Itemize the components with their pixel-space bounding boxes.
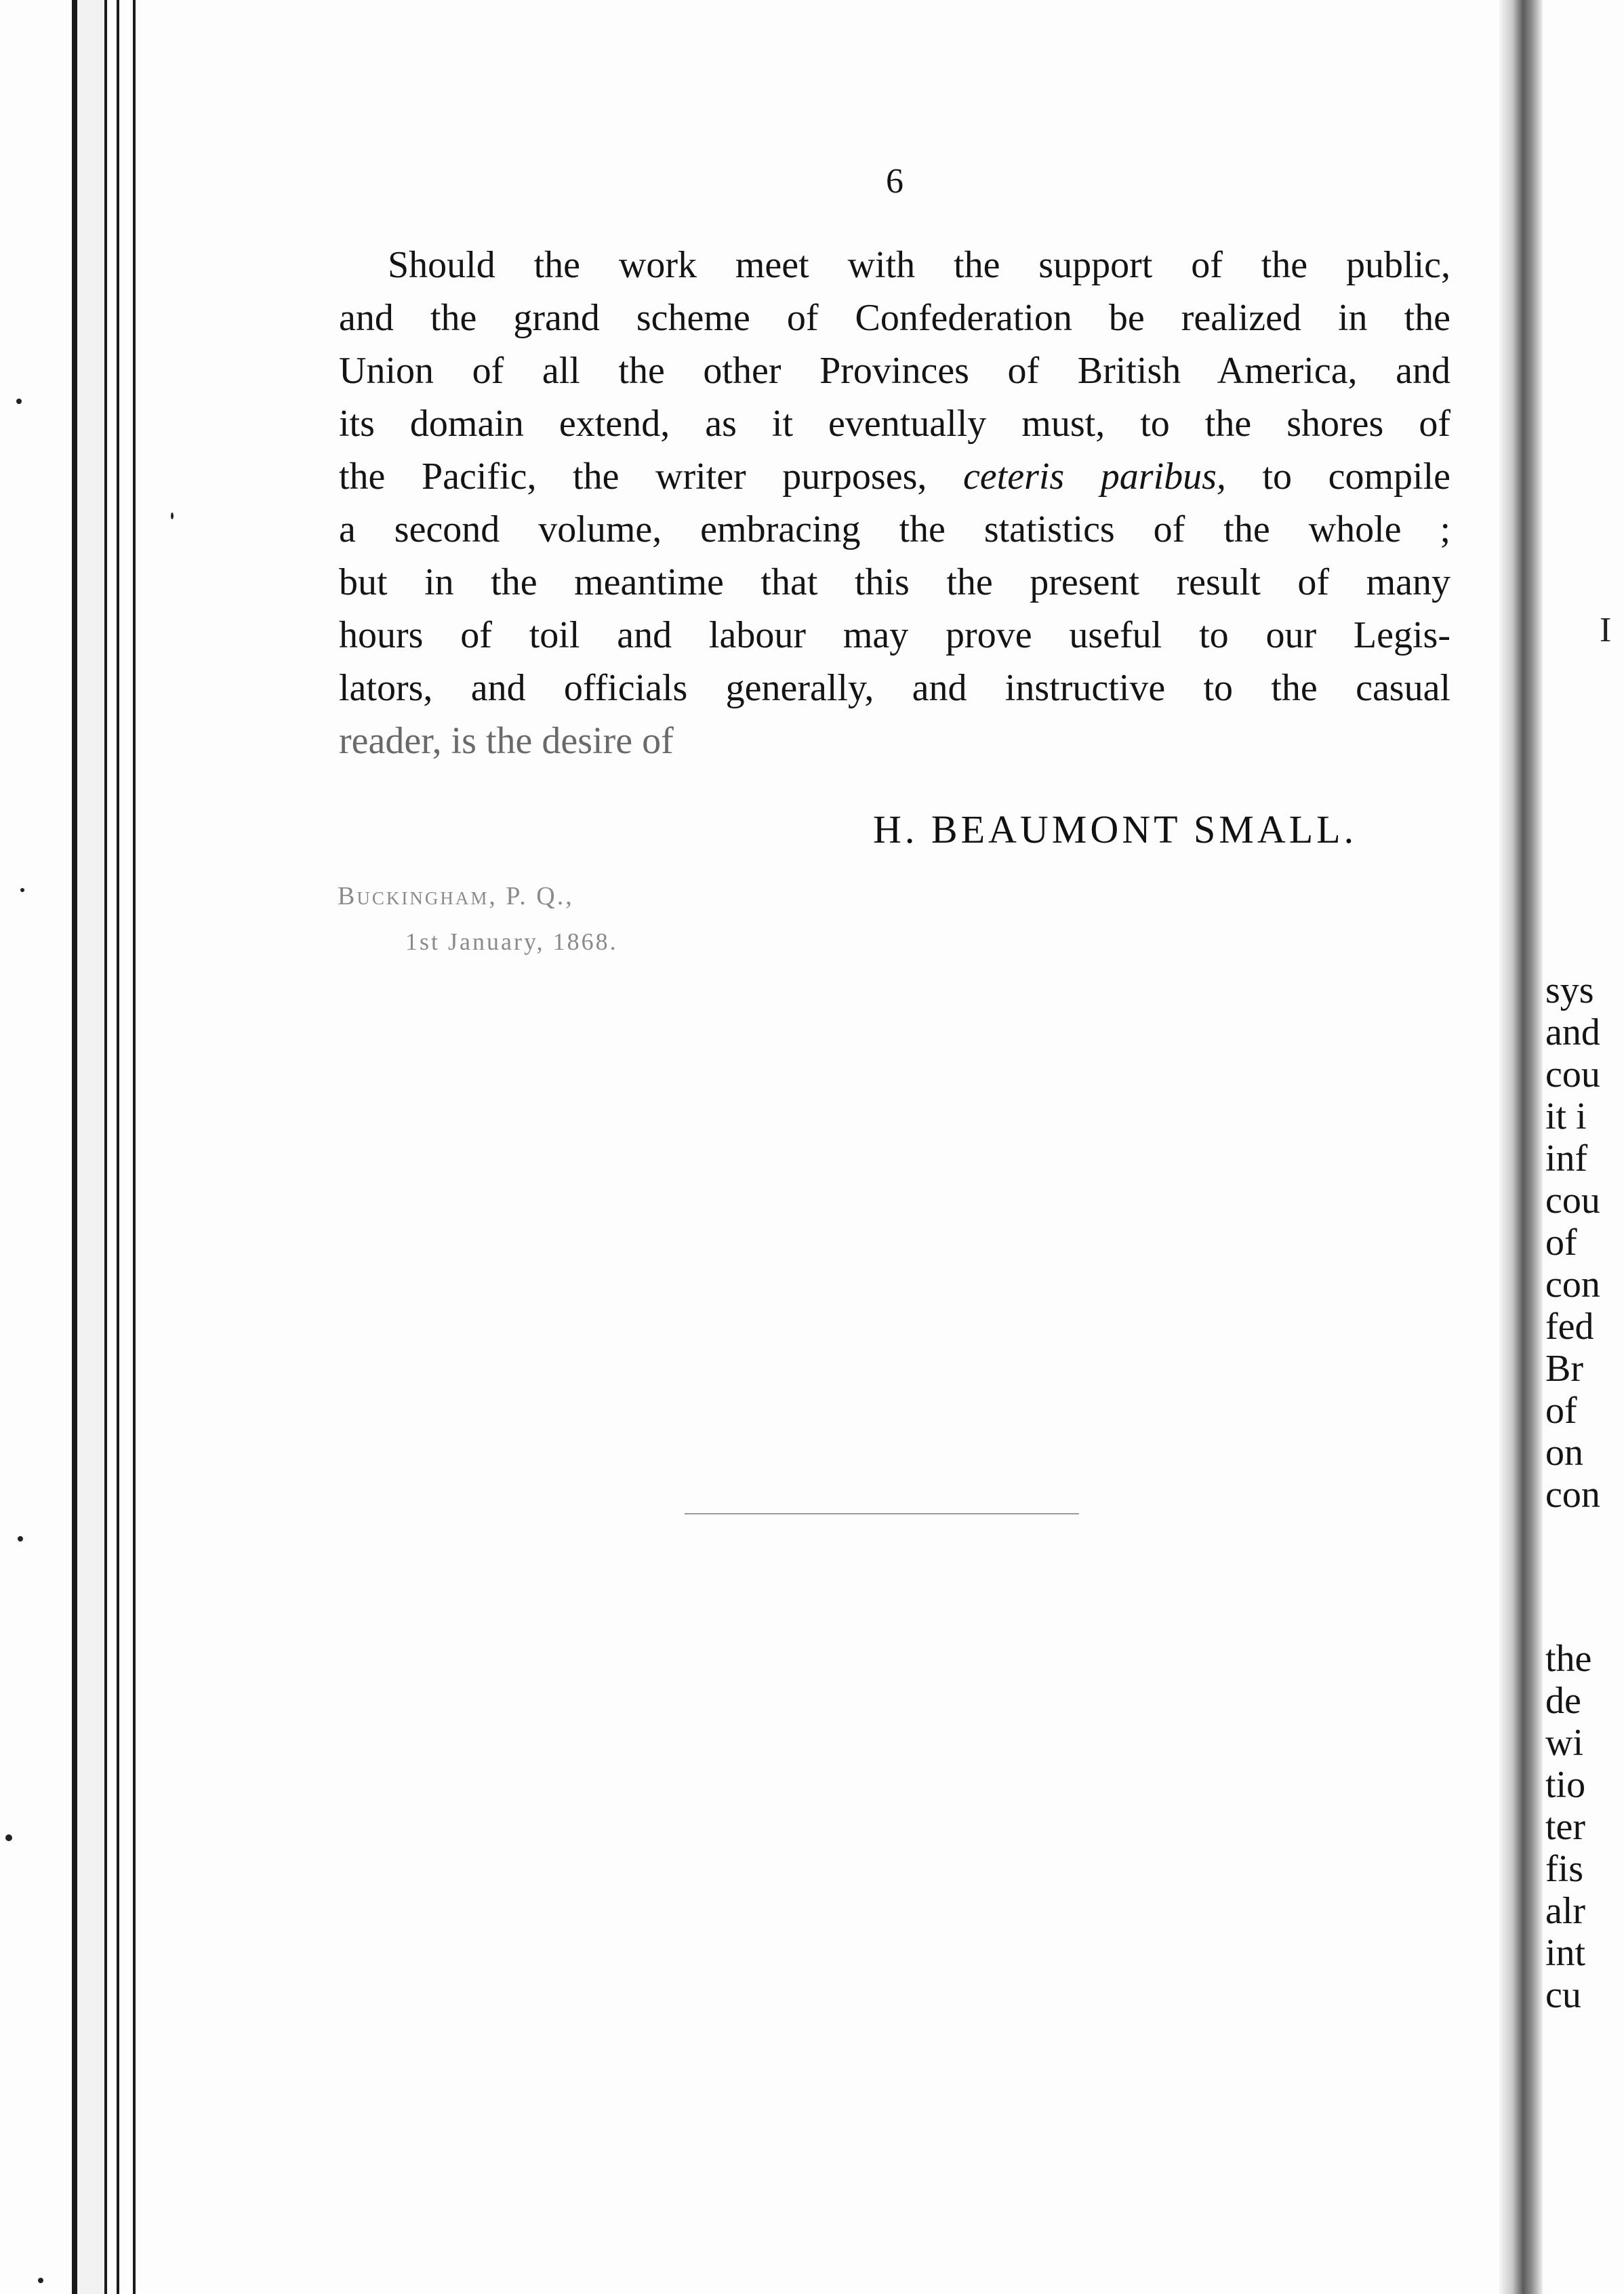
- text-line: hours of toil and labour may prove useful to our Legis-: [339, 614, 1450, 656]
- body-paragraph: [339, 239, 1450, 767]
- adjacent-text-fragment: and: [1545, 1011, 1600, 1053]
- binding-edge-gap: [77, 0, 104, 2294]
- scan-speck: [171, 512, 174, 519]
- binding-edge-line-3: [133, 0, 136, 2294]
- page-number: 6: [886, 162, 904, 201]
- text-line: a second volume, embracing the statistics of the whole ;: [339, 508, 1450, 550]
- adjacent-text-fragment: sys: [1545, 969, 1594, 1011]
- binding-edge-line-1: [104, 0, 107, 2294]
- adjacent-text-fragment: con: [1545, 1474, 1600, 1516]
- adjacent-text-fragment: wi: [1545, 1722, 1583, 1764]
- text-line: Union of all the other Provinces of British America, and: [339, 350, 1450, 392]
- adjacent-text-fragment: fed: [1545, 1306, 1594, 1348]
- text-line: [339, 450, 1450, 503]
- text-line: Should the work meet with the support of the public,: [388, 244, 1450, 286]
- binding-edge-outer: [72, 0, 77, 2294]
- adjacent-text-fragment: con: [1545, 1264, 1600, 1306]
- text-line: its domain extend, as it eventually must, to the shores of: [339, 403, 1450, 445]
- scan-speck: [18, 1536, 23, 1542]
- adjacent-text-fragment: de: [1545, 1680, 1581, 1722]
- adjacent-text-fragment: of: [1545, 1222, 1577, 1264]
- horizontal-rule: [685, 1513, 1079, 1514]
- italic-phrase: ceteris paribus,: [962, 456, 1226, 498]
- adjacent-text-fragment: cou: [1545, 1053, 1600, 1095]
- binding-edge-line-2: [117, 0, 119, 2294]
- adjacent-text-fragment: the: [1545, 1638, 1592, 1680]
- text-line: and the grand scheme of Confederation be realized in the: [339, 297, 1450, 339]
- scan-speck: [5, 1834, 12, 1841]
- adjacent-text-fragment: alr: [1545, 1890, 1586, 1932]
- adjacent-text-fragment: tio: [1545, 1764, 1586, 1806]
- scan-speck: [38, 2278, 43, 2283]
- scan-speck: [20, 888, 24, 892]
- adjacent-text-fragment: int: [1545, 1932, 1586, 1974]
- text-line: reader, is the desire of: [339, 720, 674, 762]
- adjacent-text-fragment: inf: [1545, 1138, 1588, 1180]
- adjacent-text-fragment: of: [1545, 1390, 1577, 1432]
- place-line: Buckingham, P. Q.,: [338, 882, 574, 910]
- adjacent-text-fragment: Br: [1545, 1348, 1583, 1390]
- spine-shadow: [1499, 0, 1543, 2294]
- adjacent-text-fragment: cou: [1545, 1180, 1600, 1222]
- scan-speck: [16, 399, 22, 404]
- text-line: lators, and officials generally, and instructive to the casual: [339, 667, 1450, 709]
- adjacent-text-fragment: on: [1545, 1432, 1583, 1474]
- adjacent-text-fragment: cu: [1545, 1974, 1581, 2016]
- author-signature: H. BEAUMONT SMALL.: [873, 807, 1358, 851]
- text-line-tail: to compile: [1225, 456, 1450, 498]
- adjacent-text-fragment: ter: [1545, 1806, 1586, 1848]
- text-line: but in the meantime that this the present result of many: [339, 561, 1450, 603]
- adjacent-text-fragment: it i: [1545, 1095, 1587, 1138]
- text-line-lead: the Pacific, the writer purposes,: [339, 456, 963, 498]
- date-line: 1st January, 1868.: [405, 928, 618, 955]
- adjacent-text-fragment: fis: [1545, 1848, 1583, 1890]
- adjacent-page-numeral: I: [1600, 611, 1612, 649]
